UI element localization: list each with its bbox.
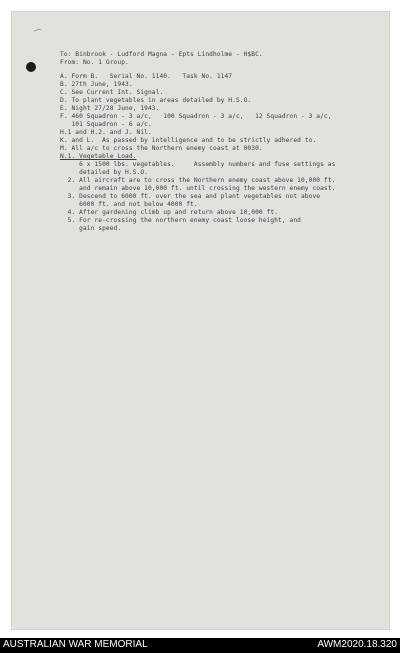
footer-bar [0, 638, 400, 653]
line-h: H.1 and H.2. and J. Nil. [60, 129, 152, 136]
line-n1-cont: detailed by H.S.O. [60, 169, 148, 176]
header-from: From: No. 1 Group. [60, 59, 129, 66]
line-c: C. See Current Int. Signal. [60, 89, 164, 96]
line-b: B. 27th June, 1943. [60, 81, 133, 88]
line-m: M. All a/c to cross the Northern enemy coast at 0030. [60, 145, 263, 152]
punch-hole [26, 62, 36, 72]
line-n4: 4. After gardening climb up and return above 10,000 ft. [60, 209, 279, 216]
pencil-mark: ⌒ [33, 29, 44, 41]
line-e: E. Night 27/28 June, 1943. [60, 105, 160, 112]
line-n3-cont: 6000 ft. and not below 4000 ft. [60, 201, 198, 208]
line-n5-cont: gain speed. [60, 225, 122, 232]
line-n5: 5. For re-crossing the northern enemy coast loose height, and [60, 217, 301, 224]
line-f-cont: 101 Squadron - 6 a/c. [60, 121, 152, 128]
line-d: D. To plant vegetables in areas detailed by H.S.O. [60, 97, 252, 104]
line-a: A. Form B. Serial No. 1140. Task No. 1147 [60, 73, 233, 80]
line-n1-load: 6 x 1500 lbs. vegetables. Assembly numbers and fuse settings as [60, 161, 336, 168]
header-to: To: Binbrook - Ludford Magna - Epts Lindholme - H$BC. [60, 51, 263, 58]
line-k: K. and L. As passed by intelligence and to be strictly adhered to. [60, 137, 317, 144]
institution-name: AUSTRALIAN WAR MEMORIAL [3, 639, 148, 650]
line-n2-cont: and remain above 10,000 ft. until crossing the western enemy coast. [60, 185, 336, 192]
line-n3: 3. Descend to 6000 ft. over the sea and plant vegetables not above [60, 193, 321, 200]
line-f: F. 460 Squadron - 3 a/c, 100 Squadron - 3 a/c, 12 Squadron - 3 a/c, [60, 113, 332, 120]
accession-number: AWM2020.18.320 [317, 639, 397, 650]
line-n1: N.1. Vegetable Load. [60, 153, 137, 160]
line-n2: 2. All aircraft are to cross the Northern enemy coast above 10,000 ft. [60, 177, 336, 184]
